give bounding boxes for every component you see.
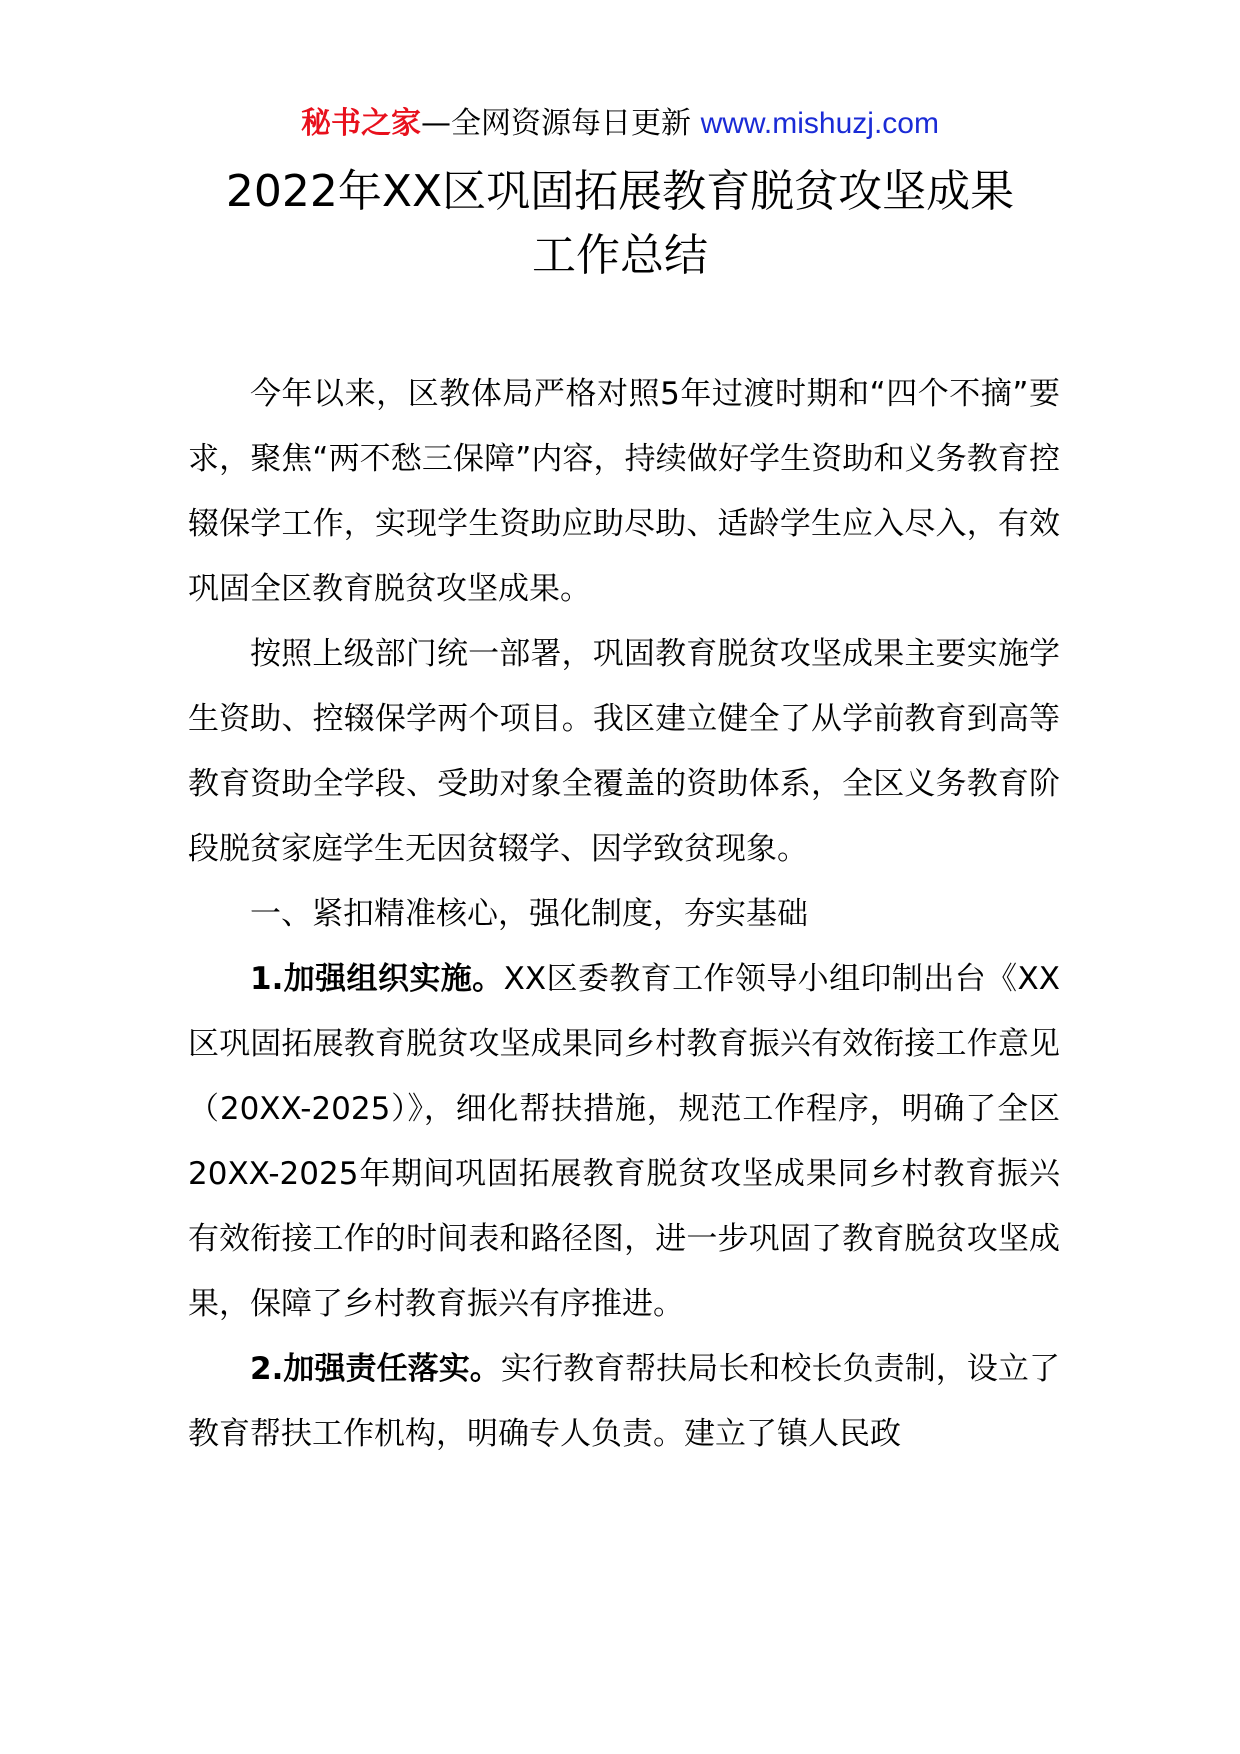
section-heading-1: 一、紧扣精准核心，强化制度，夯实基础	[250, 896, 808, 932]
banner-tagline: —全网资源每日更新	[421, 106, 701, 141]
paragraph-intro: 今年以来，区教体局严格对照5年过渡时期和“四个不摘”要求，聚焦“两不愁三保障”内容，持续做好学生资助和义务教育控辍保学工作，实现学生资助应助尽助、适龄学生应入尽入，有效巩固全区教育脱贫攻坚成果。	[188, 376, 1060, 607]
section-item-2	[188, 1337, 1060, 1467]
source-banner	[0, 104, 1240, 144]
title-line-1: 2022年XX区巩固拓展教育脱贫攻坚成果	[225, 166, 1015, 217]
brand-name: 秘书之家	[301, 106, 422, 141]
item-2-lead: 2.加强责任落实。	[250, 1351, 501, 1387]
item-1-text: XX区委教育工作领导小组印制出台《XX区巩固拓展教育脱贫攻坚成果同乡村教育振兴有效衔接工作意见（20XX-2025）》，细化帮扶措施，规范工作程序，明确了全区20XX-2025年期间巩固拓展教育脱贫攻坚成果同乡村教育振兴有效衔接工作的时间表和路径图，进一步巩固了教育脱贫攻坚成果，保障了乡村教育振兴有序推进。	[188, 961, 1060, 1322]
paragraph-overview: 按照上级部门统一部署，巩固教育脱贫攻坚成果主要实施学生资助、控辍保学两个项目。我区建立健全了从学前教育到高等教育资助全学段、受助对象全覆盖的资助体系，全区义务教育阶段脱贫家庭学生无因贫辍学、因学致贫现象。	[188, 636, 1060, 867]
item-2-text: 实行教育帮扶局长和校长负责制，设立了教育帮扶工作机构，明确专人负责。建立了镇人民政	[188, 1351, 1060, 1452]
document-body	[188, 362, 1060, 1467]
section-item-1	[188, 947, 1060, 1337]
item-1-lead: 1.加强组织实施。	[250, 961, 504, 997]
title-line-2: 工作总结	[532, 230, 708, 281]
document-title	[160, 160, 1080, 288]
site-url[interactable]: www.mishuzj.com	[700, 107, 939, 140]
